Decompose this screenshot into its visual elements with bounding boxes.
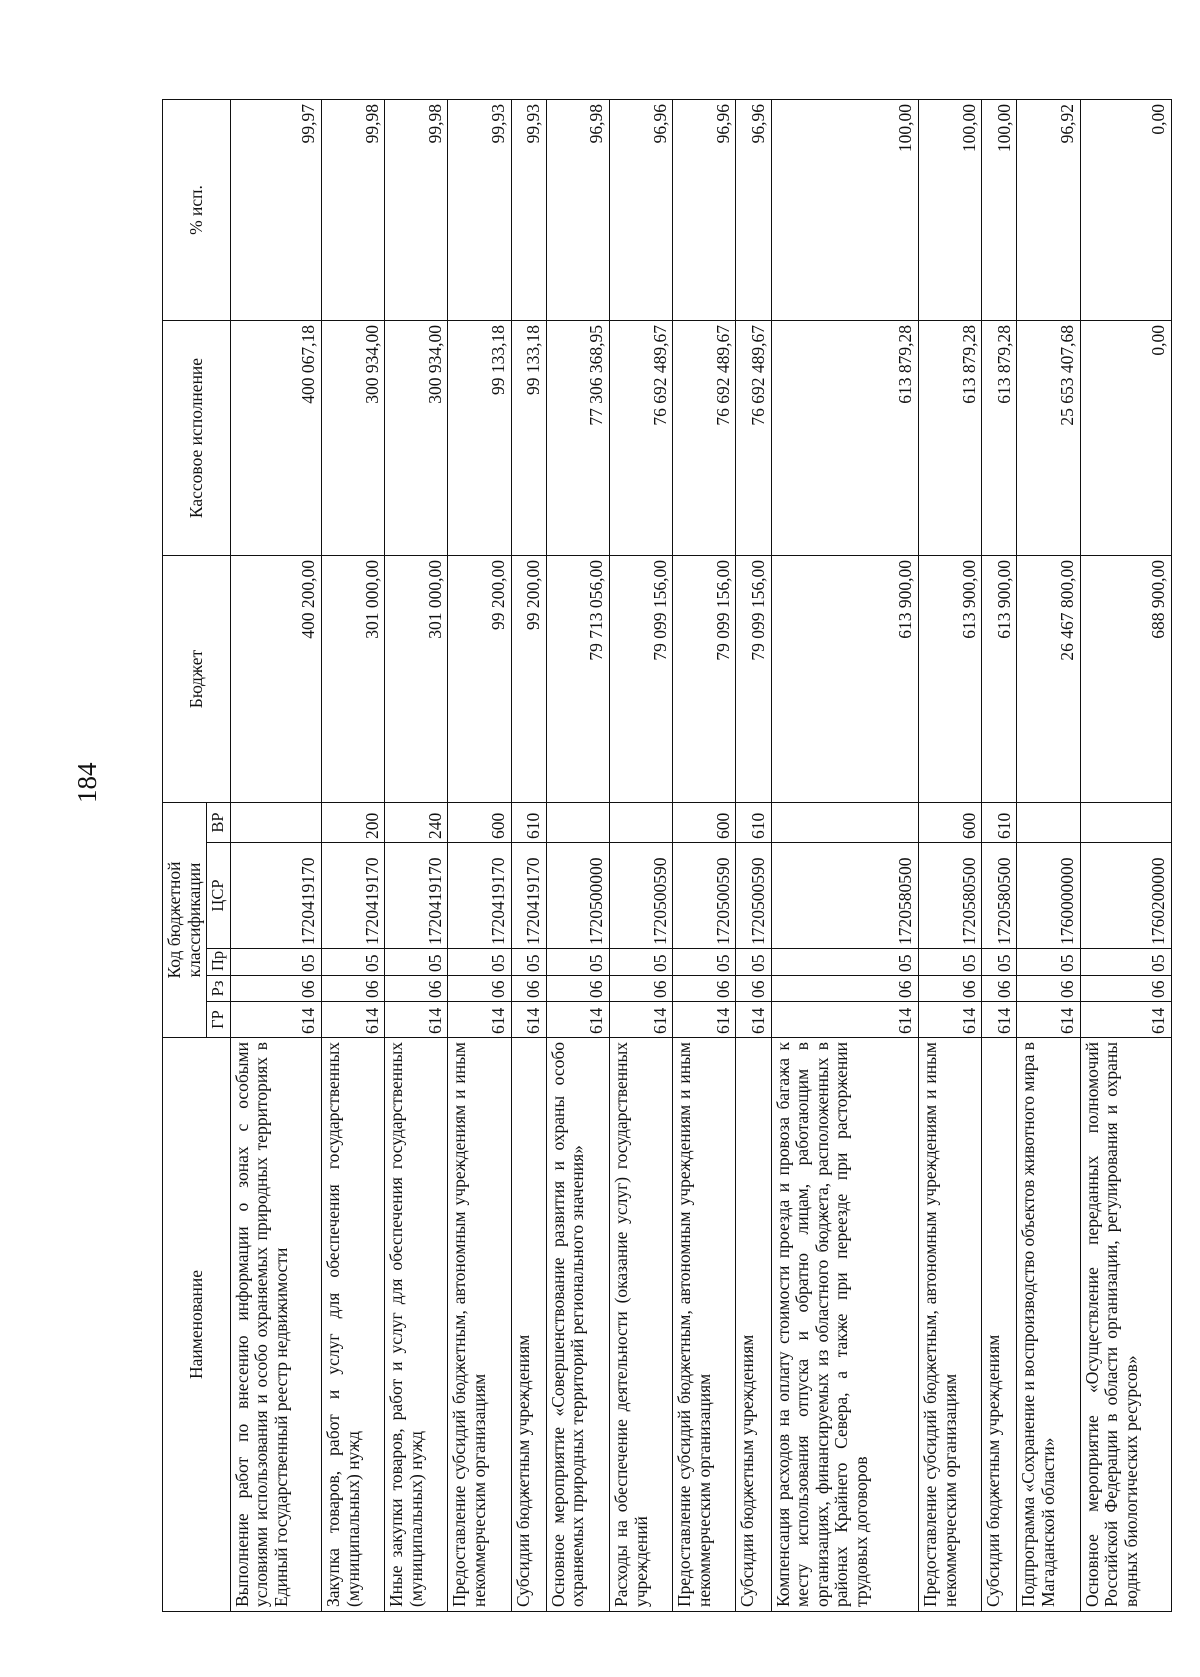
cell-name: Предоставление субсидий бюджетным, автономным учреждениям и иным некоммерческим организациям — [673, 1038, 736, 1612]
cell-csr: 1720580500 — [771, 843, 918, 949]
cell-rz: 06 — [511, 976, 546, 1002]
cell-percent: 96,96 — [609, 100, 672, 321]
rotated-table-wrapper — [162, 100, 1172, 1612]
table-row — [1017, 100, 1080, 1612]
cell-csr: 1720580500 — [918, 843, 981, 949]
cell-vr: 610 — [511, 803, 546, 843]
cell-pr: 05 — [230, 949, 321, 976]
cell-csr: 1720419170 — [511, 843, 546, 949]
cell-gr: 614 — [546, 1002, 609, 1038]
header-pr: Пр — [207, 949, 230, 976]
header-row — [163, 100, 207, 1612]
cell-budget: 613 900,00 — [918, 556, 981, 803]
cell-name: Закупка товаров, работ и услуг для обеспечения государственных (муниципальных) нужд — [321, 1038, 384, 1612]
cell-execution: 25 653 407,68 — [1017, 321, 1080, 556]
cell-percent: 99,98 — [385, 100, 448, 321]
cell-execution: 76 692 489,67 — [609, 321, 672, 556]
cell-vr — [1080, 803, 1171, 843]
cell-percent: 100,00 — [771, 100, 918, 321]
cell-name: Субсидии бюджетным учреждениям — [982, 1038, 1017, 1612]
cell-execution: 400 067,18 — [230, 321, 321, 556]
cell-vr: 600 — [918, 803, 981, 843]
cell-percent: 96,96 — [736, 100, 771, 321]
cell-csr: 1760000000 — [1017, 843, 1080, 949]
cell-execution: 99 133,18 — [448, 321, 511, 556]
cell-percent: 96,96 — [673, 100, 736, 321]
cell-execution: 300 934,00 — [321, 321, 384, 556]
cell-gr: 614 — [673, 1002, 736, 1038]
header-percent: % исп. — [163, 100, 231, 321]
cell-gr: 614 — [385, 1002, 448, 1038]
cell-execution: 76 692 489,67 — [736, 321, 771, 556]
cell-name: Подпрограмма «Сохранение и воспроизводство объектов животного мира в Магаданской области» — [1017, 1038, 1080, 1612]
cell-budget: 99 200,00 — [448, 556, 511, 803]
cell-execution: 300 934,00 — [385, 321, 448, 556]
cell-vr: 610 — [736, 803, 771, 843]
cell-pr: 05 — [771, 949, 918, 976]
cell-vr — [230, 803, 321, 843]
cell-budget: 301 000,00 — [321, 556, 384, 803]
cell-execution: 613 879,28 — [982, 321, 1017, 556]
header-code-group: Код бюджетной классификации — [163, 803, 207, 1038]
cell-gr: 614 — [982, 1002, 1017, 1038]
cell-csr: 1720580500 — [982, 843, 1017, 949]
cell-budget: 613 900,00 — [771, 556, 918, 803]
cell-percent: 99,93 — [511, 100, 546, 321]
cell-name: Предоставление субсидий бюджетным, автономным учреждениям и иным некоммерческим организациям — [918, 1038, 981, 1612]
cell-execution: 613 879,28 — [918, 321, 981, 556]
table-row — [230, 100, 321, 1612]
cell-percent: 99,98 — [321, 100, 384, 321]
cell-pr: 05 — [1017, 949, 1080, 976]
cell-budget: 301 000,00 — [385, 556, 448, 803]
cell-budget: 26 467 800,00 — [1017, 556, 1080, 803]
cell-budget: 79 099 156,00 — [673, 556, 736, 803]
cell-vr — [1017, 803, 1080, 843]
table-row — [982, 100, 1017, 1612]
cell-percent: 100,00 — [982, 100, 1017, 321]
cell-budget: 79 713 056,00 — [546, 556, 609, 803]
table-row — [673, 100, 736, 1612]
cell-execution: 0,00 — [1080, 321, 1171, 556]
table-body — [230, 100, 1171, 1612]
table-row — [385, 100, 448, 1612]
cell-rz: 06 — [736, 976, 771, 1002]
cell-vr: 200 — [321, 803, 384, 843]
cell-csr: 1720500590 — [673, 843, 736, 949]
cell-name: Предоставление субсидий бюджетным, автономным учреждениям и иным некоммерческим организациям — [448, 1038, 511, 1612]
cell-rz: 06 — [771, 976, 918, 1002]
cell-gr: 614 — [321, 1002, 384, 1038]
cell-csr: 1720419170 — [321, 843, 384, 949]
header-gr: ГР — [207, 1002, 230, 1038]
cell-csr: 1720419170 — [230, 843, 321, 949]
cell-name: Субсидии бюджетным учреждениям — [736, 1038, 771, 1612]
cell-name: Компенсация расходов на оплату стоимости проезда и провоза багажа к месту использования отпуска и обратно лицам, работающим в организациях, финансируемых из областного бюджета, расположенных в районах Крайнего Севера, а также при переезде при расторжении трудовых договоров — [771, 1038, 918, 1612]
header-budget: Бюджет — [163, 556, 231, 803]
cell-csr: 1720500000 — [546, 843, 609, 949]
cell-percent: 96,92 — [1017, 100, 1080, 321]
cell-rz: 06 — [918, 976, 981, 1002]
cell-rz: 06 — [1017, 976, 1080, 1002]
cell-vr — [609, 803, 672, 843]
table-row — [321, 100, 384, 1612]
cell-name: Субсидии бюджетным учреждениям — [511, 1038, 546, 1612]
page-number: 184 — [72, 762, 102, 803]
header-execution: Кассовое исполнение — [163, 321, 231, 556]
cell-rz: 06 — [982, 976, 1017, 1002]
cell-budget: 400 200,00 — [230, 556, 321, 803]
cell-csr: 1720500590 — [609, 843, 672, 949]
cell-pr: 05 — [736, 949, 771, 976]
cell-percent: 100,00 — [918, 100, 981, 321]
cell-gr: 614 — [771, 1002, 918, 1038]
cell-gr: 614 — [1017, 1002, 1080, 1038]
header-name: Наименование — [163, 1038, 231, 1612]
cell-percent: 99,93 — [448, 100, 511, 321]
cell-pr: 05 — [1080, 949, 1171, 976]
cell-budget: 79 099 156,00 — [736, 556, 771, 803]
cell-pr: 05 — [511, 949, 546, 976]
cell-rz: 06 — [230, 976, 321, 1002]
cell-csr: 1760200000 — [1080, 843, 1171, 949]
table-row — [609, 100, 672, 1612]
cell-gr: 614 — [609, 1002, 672, 1038]
cell-gr: 614 — [918, 1002, 981, 1038]
cell-name: Иные закупки товаров, работ и услуг для обеспечения государственных (муниципальных) нужд — [385, 1038, 448, 1612]
cell-name: Основное мероприятие «Осуществление переданных полномочий Российской Федерации в области организации, регулирования и охраны водных биологических ресурсов» — [1080, 1038, 1171, 1612]
cell-rz: 06 — [321, 976, 384, 1002]
cell-pr: 05 — [448, 949, 511, 976]
cell-gr: 614 — [230, 1002, 321, 1038]
cell-gr: 614 — [511, 1002, 546, 1038]
table-row — [511, 100, 546, 1612]
cell-rz: 06 — [546, 976, 609, 1002]
cell-pr: 05 — [321, 949, 384, 976]
cell-pr: 05 — [609, 949, 672, 976]
cell-gr: 614 — [736, 1002, 771, 1038]
cell-vr: 600 — [673, 803, 736, 843]
table-row — [546, 100, 609, 1612]
cell-vr: 600 — [448, 803, 511, 843]
header-vr: ВР — [207, 803, 230, 843]
cell-gr: 614 — [448, 1002, 511, 1038]
cell-percent: 99,97 — [230, 100, 321, 321]
cell-execution: 613 879,28 — [771, 321, 918, 556]
cell-percent: 96,98 — [546, 100, 609, 321]
table-row — [448, 100, 511, 1612]
cell-pr: 05 — [918, 949, 981, 976]
table-row — [1080, 100, 1171, 1612]
cell-execution: 99 133,18 — [511, 321, 546, 556]
cell-budget: 79 099 156,00 — [609, 556, 672, 803]
budget-table — [162, 99, 1172, 1612]
cell-pr: 05 — [546, 949, 609, 976]
cell-gr: 614 — [1080, 1002, 1171, 1038]
cell-name: Расходы на обеспечение деятельности (оказание услуг) государственных учреждений — [609, 1038, 672, 1612]
cell-execution: 77 306 368,95 — [546, 321, 609, 556]
cell-rz: 06 — [448, 976, 511, 1002]
table-row — [771, 100, 918, 1612]
cell-csr: 1720500590 — [736, 843, 771, 949]
header-csr: ЦСР — [207, 843, 230, 949]
cell-name: Основное мероприятие «Совершенствование развития и охраны особо охраняемых природных территорий регионального значения» — [546, 1038, 609, 1612]
cell-name: Выполнение работ по внесению информации о зонах с особыми условиями использования и особо охраняемых природных территориях в Единый государственный реестр недвижимости — [230, 1038, 321, 1612]
cell-csr: 1720419170 — [385, 843, 448, 949]
header-rz: Рз — [207, 976, 230, 1002]
cell-vr: 610 — [982, 803, 1017, 843]
cell-pr: 05 — [385, 949, 448, 976]
cell-rz: 06 — [385, 976, 448, 1002]
cell-budget: 99 200,00 — [511, 556, 546, 803]
cell-budget: 613 900,00 — [982, 556, 1017, 803]
cell-vr — [546, 803, 609, 843]
cell-pr: 05 — [673, 949, 736, 976]
cell-rz: 06 — [609, 976, 672, 1002]
cell-csr: 1720419170 — [448, 843, 511, 949]
table-row — [918, 100, 981, 1612]
cell-execution: 76 692 489,67 — [673, 321, 736, 556]
cell-vr: 240 — [385, 803, 448, 843]
cell-rz: 06 — [1080, 976, 1171, 1002]
cell-rz: 06 — [673, 976, 736, 1002]
table-row — [736, 100, 771, 1612]
cell-budget: 688 900,00 — [1080, 556, 1171, 803]
cell-percent: 0,00 — [1080, 100, 1171, 321]
cell-vr — [771, 803, 918, 843]
cell-pr: 05 — [982, 949, 1017, 976]
